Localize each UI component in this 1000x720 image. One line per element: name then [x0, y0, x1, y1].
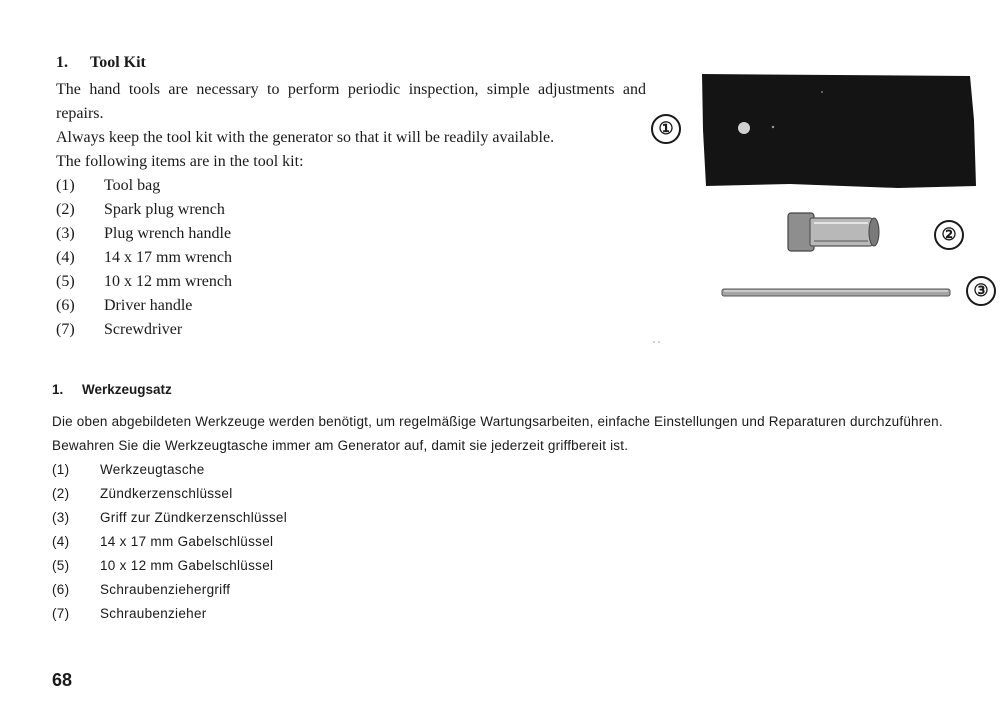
item-number: (7): [56, 321, 75, 338]
item-number: (2): [56, 201, 75, 218]
list-item: [56, 174, 646, 198]
list-item: [56, 294, 646, 318]
german-section: [52, 380, 952, 626]
item-label: 10 x 12 mm wrench: [104, 273, 232, 290]
heading-title: Tool Kit: [90, 54, 146, 71]
page-number: 68: [52, 670, 73, 690]
item-label: Zündkerzenschlüssel: [100, 486, 233, 501]
item-label: Schraubenzieher: [100, 606, 207, 621]
tool-kit-figure: [640, 60, 1000, 360]
callout-1: ①: [651, 114, 681, 144]
callout-2: ②: [934, 220, 964, 250]
english-section: [56, 52, 646, 342]
section-heading-de: [52, 380, 952, 400]
item-number: (1): [56, 177, 75, 194]
list-item: [56, 222, 646, 246]
item-label: Spark plug wrench: [104, 201, 225, 218]
item-label: Driver handle: [104, 297, 193, 314]
item-number: (4): [52, 534, 70, 549]
item-label: Griff zur Zündkerzenschlüssel: [100, 510, 288, 525]
tool-list-de: [52, 458, 952, 626]
callout-3: ③: [966, 276, 996, 306]
list-item: [52, 482, 952, 506]
plug-wrench-handle-image: [722, 289, 950, 296]
item-number: (6): [52, 582, 70, 597]
list-item: [52, 506, 952, 530]
list-item: [56, 198, 646, 222]
item-number: (6): [56, 297, 75, 314]
heading-number: 1.: [56, 54, 68, 71]
heading-title: Werkzeugsatz: [82, 382, 172, 397]
item-number: (5): [56, 273, 75, 290]
tool-kit-illustration: [640, 60, 1000, 360]
list-item: [52, 554, 952, 578]
storage-paragraph: Bewahren Sie die Werkzeugtasche immer am Generator auf, damit sie jederzeit griffbereit ist.: [52, 438, 629, 453]
item-label: Plug wrench handle: [104, 225, 232, 242]
list-item: [56, 246, 646, 270]
item-number: (3): [52, 510, 70, 525]
list-item: [56, 318, 646, 342]
list-item: [56, 270, 646, 294]
items-intro-paragraph: The following items are in the tool kit:: [56, 153, 304, 170]
item-label: 14 x 17 mm Gabelschlüssel: [100, 534, 274, 549]
spark-plug-wrench-image: [788, 213, 879, 251]
bag-snap-button: [738, 122, 750, 134]
list-item: [52, 602, 952, 626]
item-label: 10 x 12 mm Gabelschlüssel: [100, 558, 274, 573]
item-label: Werkzeugtasche: [100, 462, 205, 477]
list-item: [52, 458, 952, 482]
intro-paragraph: Die oben abgebildeten Werkzeuge werden benötigt, um regelmäßige Wartungsarbeiten, einfache Einstellungen und Reparaturen durchzuführen.: [52, 414, 943, 429]
item-label: Schraubenziehergriff: [100, 582, 231, 597]
item-number: (7): [52, 606, 70, 621]
tool-list-en: [56, 174, 646, 342]
item-number: (5): [52, 558, 70, 573]
storage-paragraph: Always keep the tool kit with the generator so that it will be readily available.: [56, 129, 555, 146]
item-label: Tool bag: [104, 177, 161, 194]
item-number: (2): [52, 486, 70, 501]
list-item: [52, 530, 952, 554]
item-label: Screwdriver: [104, 321, 183, 338]
list-item: [52, 578, 952, 602]
section-heading-en: [56, 52, 646, 74]
item-label: 14 x 17 mm wrench: [104, 249, 232, 266]
item-number: (4): [56, 249, 75, 266]
item-number: (3): [56, 225, 75, 242]
intro-paragraph: The hand tools are necessary to perform periodic inspection, simple adjustments and repairs.: [56, 81, 646, 122]
item-number: (1): [52, 462, 70, 477]
heading-number: 1.: [52, 382, 64, 397]
